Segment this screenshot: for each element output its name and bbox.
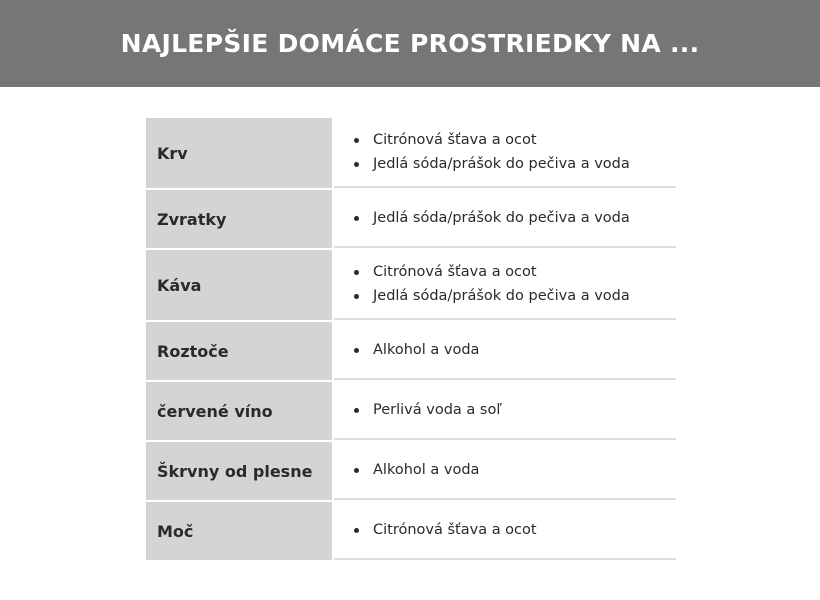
- page-title: NAJLEPŠIE DOMÁCE PROSTRIEDKY NA ...: [120, 29, 700, 58]
- stain-label-cell: [146, 442, 332, 500]
- remedy-cell: [334, 502, 676, 560]
- stain-label: Roztoče: [157, 341, 229, 361]
- remedy-item: [354, 518, 676, 542]
- stain-label: Moč: [157, 521, 194, 541]
- table-row: [146, 190, 676, 248]
- remedy-cell: [334, 442, 676, 500]
- remedy-cell: [334, 190, 676, 248]
- stain-label: Škrvny od plesne: [157, 461, 313, 481]
- remedy-text: Alkohol a voda: [373, 342, 480, 358]
- remedy-item: [354, 152, 676, 176]
- remedy-item: [354, 338, 676, 362]
- table-row: [146, 502, 676, 560]
- table-row: [146, 442, 676, 500]
- remedy-text: Jedlá sóda/prášok do pečiva a voda: [373, 288, 630, 304]
- remedy-text: Jedlá sóda/prášok do pečiva a voda: [373, 210, 630, 226]
- bullet-icon: [354, 294, 359, 299]
- table-row: [146, 382, 676, 440]
- stain-label-cell: [146, 502, 332, 560]
- remedy-item: [354, 128, 676, 152]
- remedy-item: [354, 398, 676, 422]
- stain-label: Káva: [157, 275, 202, 295]
- stain-label: Krv: [157, 143, 188, 163]
- remedies-table: [146, 118, 676, 560]
- bullet-icon: [354, 528, 359, 533]
- stain-label-cell: [146, 250, 332, 320]
- bullet-icon: [354, 216, 359, 221]
- remedy-text: Citrónová šťava a ocot: [373, 132, 537, 148]
- stain-label-cell: [146, 190, 332, 248]
- remedy-cell: [334, 382, 676, 440]
- table-row: [146, 118, 676, 188]
- remedy-item: [354, 458, 676, 482]
- remedy-text: Alkohol a voda: [373, 462, 480, 478]
- table-row: [146, 322, 676, 380]
- bullet-icon: [354, 162, 359, 167]
- table-row: [146, 250, 676, 320]
- bullet-icon: [354, 348, 359, 353]
- bullet-icon: [354, 408, 359, 413]
- bullet-icon: [354, 138, 359, 143]
- bullet-icon: [354, 468, 359, 473]
- stain-label-cell: [146, 322, 332, 380]
- header-banner: [0, 0, 820, 87]
- stain-label-cell: [146, 118, 332, 188]
- remedy-item: [354, 206, 676, 230]
- remedy-cell: [334, 322, 676, 380]
- remedy-cell: [334, 250, 676, 320]
- remedy-text: Citrónová šťava a ocot: [373, 522, 537, 538]
- stain-label: červené víno: [157, 401, 273, 421]
- remedy-text: Jedlá sóda/prášok do pečiva a voda: [373, 156, 630, 172]
- remedy-item: [354, 284, 676, 308]
- remedy-item: [354, 260, 676, 284]
- stain-label: Zvratky: [157, 209, 227, 229]
- bullet-icon: [354, 270, 359, 275]
- remedy-text: Perlivá voda a soľ: [373, 402, 502, 418]
- remedy-cell: [334, 118, 676, 188]
- remedy-text: Citrónová šťava a ocot: [373, 264, 537, 280]
- stain-label-cell: [146, 382, 332, 440]
